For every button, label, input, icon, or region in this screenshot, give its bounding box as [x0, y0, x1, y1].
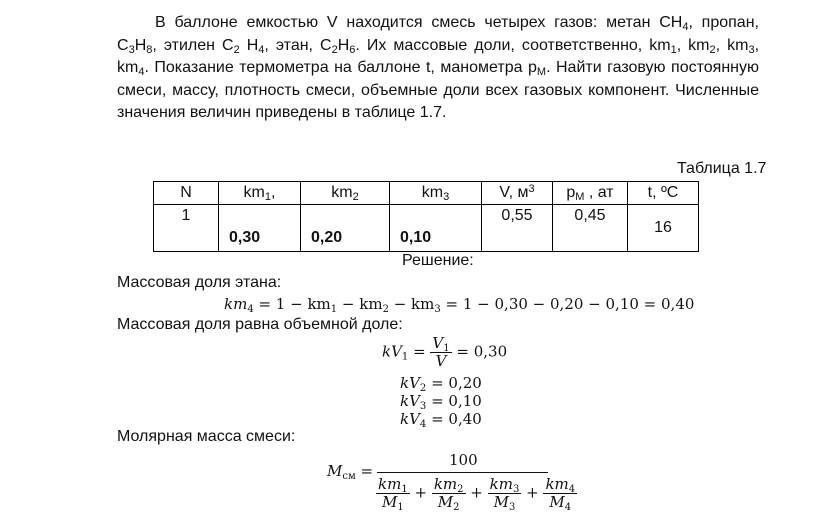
- subscript: M: [536, 66, 547, 79]
- math-run: +: [409, 483, 432, 502]
- header-n: [154, 182, 219, 205]
- subscript: 4: [568, 484, 576, 495]
- superscript: 3: [528, 183, 535, 195]
- subscript: 1: [330, 304, 338, 315]
- header-text: ,: [271, 184, 276, 201]
- math-run: km: [224, 295, 248, 313]
- mcm-denominator: [376, 476, 577, 511]
- cell-km2: 0,20: [301, 205, 390, 252]
- header-text: km: [243, 184, 265, 201]
- fraction-denominator: [376, 494, 410, 511]
- cell-volume: 0,55: [482, 205, 553, 252]
- subscript: 3: [128, 43, 135, 56]
- header-temperature: [628, 182, 699, 205]
- math-run: =: [408, 342, 431, 361]
- label-molar-mass: Молярная масса смеси:: [117, 428, 296, 445]
- subscript: 4: [419, 419, 427, 430]
- solution-heading: Решение:: [402, 252, 474, 269]
- subscript: 3: [443, 191, 450, 203]
- math-run: − km: [337, 295, 383, 313]
- math-run: km: [433, 475, 458, 493]
- subscript: 3: [434, 304, 441, 315]
- subscript: 4: [682, 21, 689, 33]
- fraction-numerator: [376, 476, 410, 494]
- text-run: , пропан,: [688, 14, 759, 31]
- math-run: = 0,10: [426, 392, 482, 410]
- subscript: M: [575, 191, 585, 203]
- math-run: M: [549, 493, 565, 511]
- cell-km3: 0,10: [390, 205, 482, 252]
- label-volume-fraction: Массовая доля равна объемной доле:: [117, 316, 403, 333]
- text-run: H: [239, 36, 259, 54]
- text-run: В баллоне емкостью V находится смесь четырех газов: метан CH: [155, 14, 683, 31]
- subscript: 1: [670, 43, 677, 56]
- table-header-row: [154, 182, 699, 205]
- problem-statement: [117, 12, 759, 125]
- math-run: M: [381, 493, 398, 511]
- fraction-denominator: [543, 494, 577, 511]
- math-run: = 0,20: [426, 374, 482, 392]
- subscript: 1: [401, 351, 409, 363]
- math-run: V: [432, 334, 444, 352]
- text-run: H: [134, 36, 147, 54]
- header-text: km: [421, 184, 444, 201]
- fraction-numerator: [430, 335, 451, 353]
- subscript: 2: [419, 383, 427, 394]
- fraction-numerator: [543, 476, 577, 494]
- subscript: 2: [331, 43, 338, 56]
- math-run: 100: [449, 451, 478, 469]
- equation-kv2: [400, 374, 482, 392]
- subscript: 3: [419, 401, 427, 412]
- cell-n: 1: [154, 205, 219, 252]
- fraction-denominator: [432, 494, 466, 511]
- subscript: 2: [352, 191, 359, 203]
- math-run: +: [521, 483, 544, 502]
- math-run: kV: [400, 410, 420, 428]
- subscript: 3: [508, 502, 516, 513]
- math-run: +: [465, 483, 488, 502]
- cell-pressure: 0,45: [553, 205, 628, 252]
- subscript: 2: [457, 484, 464, 495]
- fraction-term-1: [376, 476, 410, 511]
- math-run: kV: [400, 374, 420, 392]
- header-km2: [301, 182, 390, 205]
- fraction-term-4: [543, 476, 577, 511]
- text-run: C: [117, 36, 129, 54]
- subscript: 1: [443, 343, 450, 354]
- text-run: H: [337, 36, 350, 54]
- header-pressure: [553, 182, 628, 205]
- subscript: 1: [401, 484, 408, 495]
- subscript: 4: [138, 66, 145, 79]
- equation-kv4: [400, 410, 482, 428]
- fraction-numerator: [488, 476, 522, 494]
- header-text: t, ºC: [647, 184, 679, 201]
- subscript: см: [342, 471, 356, 482]
- subscript: 4: [258, 43, 265, 56]
- header-text: N: [180, 184, 192, 201]
- text-run: . Их массовые доли, соответственно, km: [355, 36, 671, 54]
- subscript: 6: [349, 43, 356, 56]
- data-table: [153, 181, 699, 252]
- equation-kv1: [382, 335, 507, 370]
- fraction-denominator: V: [435, 352, 447, 370]
- math-run: = 1 − 0,30 − 0,20 − 0,10 = 0,40: [440, 295, 695, 313]
- header-volume: [482, 182, 553, 205]
- math-run: km: [378, 475, 402, 493]
- math-run: M: [327, 462, 343, 480]
- math-run: − km: [388, 295, 435, 313]
- math-run: kV: [400, 392, 420, 410]
- fraction-denominator: [488, 494, 522, 511]
- math-run: M: [493, 493, 509, 511]
- header-text: V, м: [499, 184, 529, 201]
- subscript: 2: [709, 43, 716, 56]
- fraction-bar: [377, 472, 548, 473]
- math-run: = 1 − km: [253, 295, 331, 313]
- subscript: 2: [382, 304, 389, 315]
- math-run: M: [437, 493, 454, 511]
- header-km3: [390, 182, 482, 205]
- fraction-term-3: [488, 476, 522, 511]
- subscript: 2: [233, 43, 240, 56]
- label-ethane-fraction: Массовая доля этана:: [117, 274, 282, 291]
- math-run: = 0,30: [451, 342, 508, 361]
- text-run: , этилен C: [152, 36, 234, 54]
- subscript: 1: [397, 502, 404, 513]
- equation-mcm-lhs: [327, 462, 373, 480]
- math-run: kV: [382, 342, 402, 361]
- fraction-numerator: [432, 476, 466, 494]
- table-caption: Таблица 1.7: [677, 160, 767, 177]
- mcm-numerator: [449, 451, 478, 469]
- fraction-term-2: [432, 476, 466, 511]
- cell-temperature: 16: [628, 205, 699, 252]
- text-run: km: [117, 59, 139, 77]
- equation-kv3: [400, 392, 482, 410]
- equation-km4: [224, 295, 694, 313]
- text-run: . Показание термометра на баллоне t, манометра p: [144, 59, 537, 77]
- subscript: 8: [146, 43, 153, 56]
- math-run: = 0,40: [426, 410, 482, 428]
- math-run: km: [545, 475, 569, 493]
- cell-km1: 0,30: [219, 205, 301, 252]
- text-run: . Найти газовую постоянную смеси, массу, плотность смеси, объемные доли всех газовых компонент. Численные значения величин приведены в таблице 1.7.: [117, 59, 759, 122]
- subscript: 2: [453, 502, 460, 513]
- subscript: 4: [564, 502, 572, 513]
- text-run: , этан, C: [264, 36, 332, 54]
- math-run: km: [489, 475, 513, 493]
- text-run: , km: [715, 36, 749, 54]
- text-run: ,: [754, 36, 760, 54]
- header-text: p: [566, 184, 576, 201]
- subscript: 3: [512, 484, 520, 495]
- header-text: , ат: [584, 184, 614, 201]
- header-km1: [219, 182, 301, 205]
- fraction: [430, 335, 451, 370]
- header-text: km: [331, 184, 353, 201]
- table-row: [154, 205, 699, 252]
- subscript: 4: [247, 304, 254, 315]
- subscript: 3: [748, 43, 755, 56]
- subscript: 1: [264, 191, 271, 203]
- math-run: =: [355, 462, 374, 480]
- text-run: , km: [676, 36, 710, 54]
